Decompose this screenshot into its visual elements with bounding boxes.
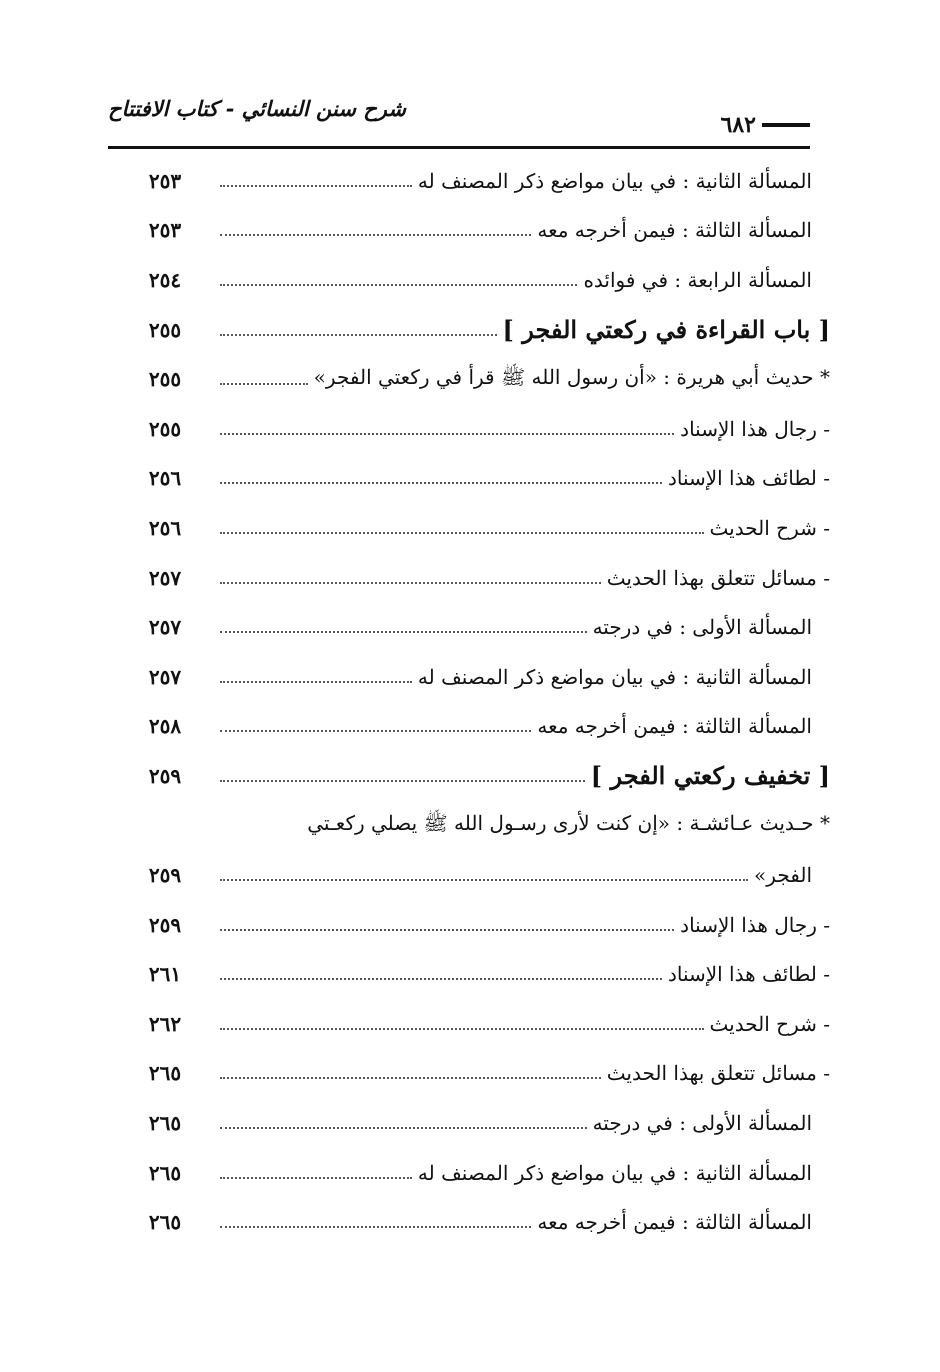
toc-entry-title: - مسائل تتعلق بهذا الحديث xyxy=(606,1061,830,1086)
toc-entry-title: المسألة الرابعة : في فوائده xyxy=(583,267,812,292)
toc-leader-dots xyxy=(220,284,577,286)
toc-row xyxy=(130,255,830,305)
toc-leader-dots xyxy=(220,780,585,782)
page-number-rule xyxy=(762,123,810,127)
toc-entry-title: - شرح الحديث xyxy=(709,1011,830,1036)
page-number-value: ٦٨٢ xyxy=(720,112,756,138)
toc-entry xyxy=(220,962,830,986)
toc-row xyxy=(130,801,830,851)
toc-row xyxy=(130,404,830,454)
toc-entry-title: الفجر» xyxy=(754,863,812,888)
toc-row xyxy=(130,751,830,801)
toc-entry xyxy=(220,714,812,738)
toc-entry-title: المسألة الأولى : في درجته xyxy=(592,615,812,640)
toc-entry-title: المسألة الثانية : في بيان مواضع ذكر المصنف له xyxy=(417,664,812,689)
toc-leader-dots xyxy=(220,978,662,980)
toc-leader-dots xyxy=(220,383,308,385)
toc-page-number: ٢٦٥ xyxy=(148,1111,182,1136)
toc-row xyxy=(130,156,830,206)
toc-section-heading: [ باب القراءة في ركعتي الفجر ] xyxy=(502,315,830,345)
toc-entry-title: * حديث أبي هريرة : «أن رسول الله ﷺ قرأ في ركعتي الفجر» xyxy=(313,364,830,389)
toc-entry-title: - لطائف هذا الإسناد xyxy=(667,962,830,987)
toc-page-number: ٢٥٦ xyxy=(148,466,182,491)
toc-leader-dots xyxy=(220,879,748,881)
toc-row xyxy=(130,1197,830,1247)
toc-leader-dots xyxy=(220,1127,587,1129)
table-of-contents xyxy=(130,156,830,1247)
toc-leader-dots xyxy=(220,1226,531,1228)
toc-entry-title: المسألة الثانية : في بيان مواضع ذكر المصنف له xyxy=(417,168,812,193)
toc-entry xyxy=(220,417,830,441)
toc-leader-dots xyxy=(220,730,531,732)
toc-entry xyxy=(220,1161,812,1185)
toc-entry xyxy=(220,761,830,790)
toc-row xyxy=(130,305,830,355)
toc-entry xyxy=(220,169,812,193)
toc-page-number: ٢٥٤ xyxy=(148,267,182,292)
toc-leader-dots xyxy=(220,929,674,931)
toc-leader-dots xyxy=(220,185,412,187)
toc-row xyxy=(130,999,830,1049)
toc-row xyxy=(130,1049,830,1099)
toc-entry-title: المسألة الثانية : في بيان مواضع ذكر المصنف له xyxy=(417,1160,812,1185)
toc-entry xyxy=(220,1061,830,1085)
toc-entry xyxy=(220,665,812,689)
toc-leader-dots xyxy=(220,334,497,336)
toc-entry-title: - مسائل تتعلق بهذا الحديث xyxy=(606,565,830,590)
toc-row xyxy=(130,1098,830,1148)
page-number xyxy=(721,112,810,138)
toc-entry xyxy=(220,863,812,887)
toc-entry-title: المسألة الثالثة : فيمن أخرجه معه xyxy=(537,1210,812,1235)
toc-entry-title: المسألة الثالثة : فيمن أخرجه معه xyxy=(537,218,812,243)
toc-page-number: ٢٦٥ xyxy=(148,1210,182,1235)
toc-leader-dots xyxy=(220,482,662,484)
toc-leader-dots xyxy=(220,433,674,435)
toc-leader-dots xyxy=(220,1028,704,1030)
toc-entry xyxy=(220,615,812,639)
toc-entry xyxy=(220,516,830,540)
toc-entry-title: - رجال هذا الإسناد xyxy=(680,912,830,937)
toc-page-number: ٢٥٦ xyxy=(148,515,182,540)
toc-page-number: ٢٥٩ xyxy=(148,863,182,888)
toc-page-number: ٢٥٥ xyxy=(148,317,182,342)
toc-leader-dots xyxy=(220,582,601,584)
toc-row xyxy=(130,900,830,950)
toc-row xyxy=(130,602,830,652)
toc-entry xyxy=(220,218,812,242)
toc-page-number: ٢٦٥ xyxy=(148,1160,182,1185)
header-rule xyxy=(108,146,810,149)
toc-page-number: ٢٥٩ xyxy=(148,912,182,937)
toc-page-number: ٢٥٨ xyxy=(148,714,182,739)
toc-page-number: ٢٥٧ xyxy=(148,565,182,590)
toc-leader-dots xyxy=(220,1077,601,1079)
toc-row xyxy=(130,652,830,702)
toc-row xyxy=(130,850,830,900)
toc-entry xyxy=(220,913,830,937)
running-title: شرح سنن النسائي - كتاب الافتتاح xyxy=(108,96,406,121)
toc-leader-dots xyxy=(220,631,587,633)
toc-page-number: ٢٥٣ xyxy=(148,218,182,243)
toc-page-number: ٢٥٣ xyxy=(148,168,182,193)
toc-page-number: ٢٥٧ xyxy=(148,615,182,640)
toc-entry xyxy=(230,811,830,840)
toc-leader-dots xyxy=(220,234,531,236)
toc-leader-dots xyxy=(220,681,412,683)
toc-entry xyxy=(220,365,830,394)
toc-row xyxy=(130,206,830,256)
toc-page-number: ٢٥٩ xyxy=(148,763,182,788)
toc-leader-dots xyxy=(220,1177,412,1179)
toc-page-number: ٢٦٥ xyxy=(148,1061,182,1086)
toc-entry-title: - رجال هذا الإسناد xyxy=(680,416,830,441)
toc-row xyxy=(130,950,830,1000)
toc-page-number: ٢٥٧ xyxy=(148,664,182,689)
toc-row xyxy=(130,454,830,504)
toc-page-number: ٢٦١ xyxy=(148,962,182,987)
toc-entry-title: المسألة الأولى : في درجته xyxy=(592,1111,812,1136)
toc-page-number: ٢٦٢ xyxy=(148,1011,182,1036)
toc-row xyxy=(130,503,830,553)
page-header xyxy=(108,86,810,150)
toc-entry-title: - شرح الحديث xyxy=(709,515,830,540)
toc-entry-title: - لطائف هذا الإسناد xyxy=(667,466,830,491)
toc-entry xyxy=(220,268,812,292)
toc-page-number: ٢٥٥ xyxy=(148,416,182,441)
toc-entry xyxy=(220,466,830,490)
toc-entry-title: * حـديث عـائشـة : «إن كنت لأرى رسـول الله ﷺ يصلي ركعـتي xyxy=(307,811,830,836)
toc-page-number: ٢٥٥ xyxy=(148,367,182,392)
toc-leader-dots xyxy=(220,532,704,534)
toc-entry xyxy=(220,1111,812,1135)
toc-entry-title: المسألة الثالثة : فيمن أخرجه معه xyxy=(537,714,812,739)
toc-row xyxy=(130,1148,830,1198)
toc-entry xyxy=(220,1210,812,1234)
toc-row xyxy=(130,354,830,404)
toc-entry xyxy=(220,1012,830,1036)
toc-row xyxy=(130,553,830,603)
toc-section-heading: [ تخفيف ركعتي الفجر ] xyxy=(590,761,830,791)
toc-entry xyxy=(220,315,830,344)
toc-row xyxy=(130,702,830,752)
toc-entry xyxy=(220,566,830,590)
